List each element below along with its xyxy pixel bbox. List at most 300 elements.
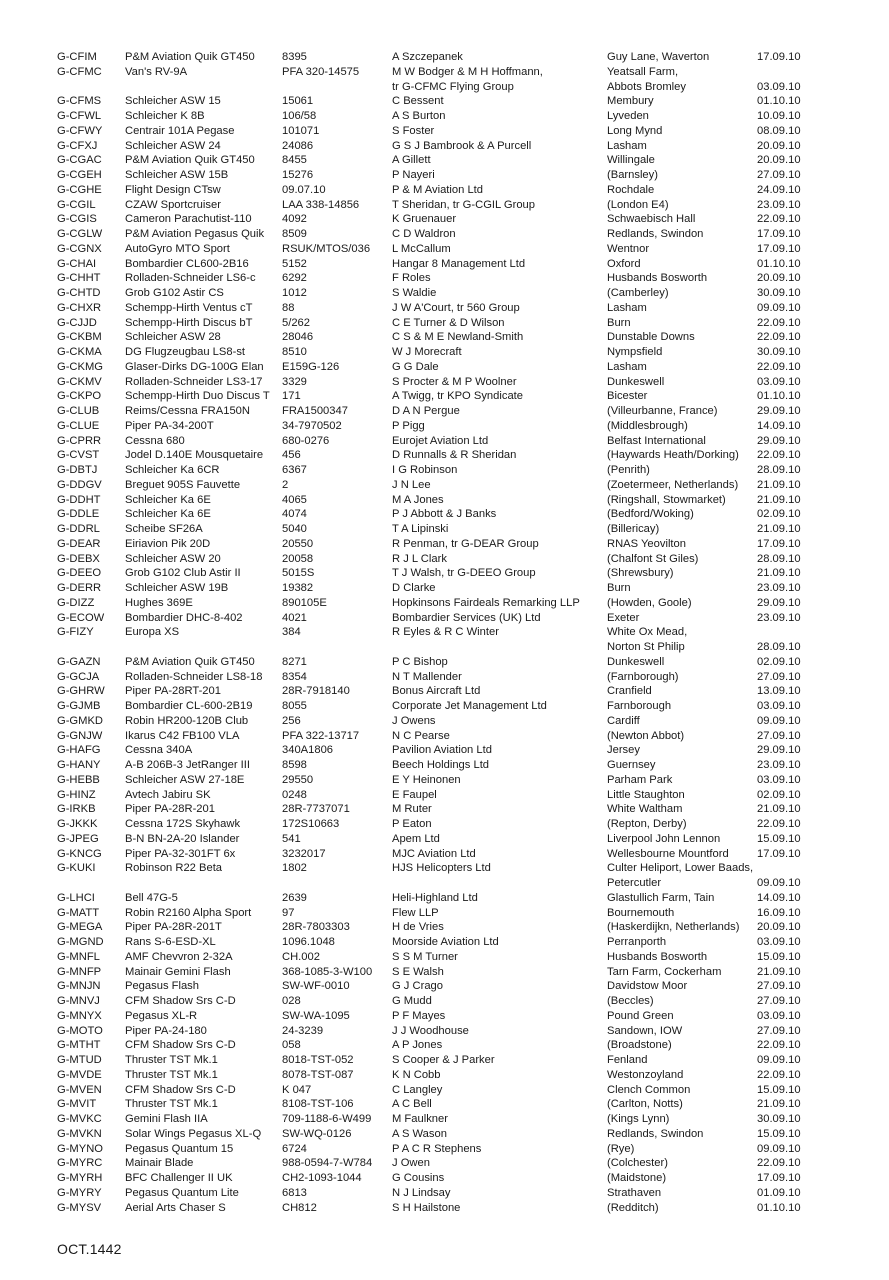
registration: G-CHXR [57, 301, 102, 314]
registration-date: 27.09.10 [757, 670, 801, 683]
owner: Pavilion Aviation Ltd [392, 744, 492, 757]
aircraft-type: Thruster TST Mk.1 [125, 1054, 218, 1066]
register-entry [57, 684, 837, 699]
register-entry [57, 168, 837, 183]
aircraft-type: CFM Shadow Srs C-D [125, 1083, 236, 1096]
registration: G-DDRL [57, 523, 100, 535]
aircraft-type: Mainair Blade [125, 1157, 194, 1170]
owner: P C Bishop [392, 655, 448, 668]
register-entry [57, 389, 837, 404]
register-entry [57, 758, 837, 773]
owner: T Sheridan, tr G-CGIL Group [392, 198, 536, 211]
register-entry [57, 566, 837, 581]
registration: G-IRKB [57, 803, 96, 816]
register-entry [57, 227, 837, 242]
constructor-number: 5152 [282, 257, 307, 270]
register-entry [57, 198, 837, 213]
registration: G-CFMS [57, 95, 102, 108]
registration: G-CFIM [57, 51, 97, 63]
constructor-number: K 047 [282, 1083, 312, 1096]
location: Guy Lane, Waverton [607, 51, 710, 63]
owner: D A N Pergue [392, 405, 460, 417]
registration: G-GMKD [57, 714, 103, 727]
registration: G-GHRW [57, 685, 105, 698]
constructor-number: 2 [282, 478, 289, 491]
registration-date: 15.09.10 [757, 950, 801, 963]
register-entry [57, 1201, 837, 1216]
registration: G-CGNX [57, 242, 102, 255]
registration-date: 21.09.10 [757, 478, 801, 491]
registration-date: 17.09.10 [757, 537, 801, 550]
registration-date: 03.09.10 [757, 700, 801, 712]
registration: G-CKMA [57, 346, 102, 358]
registration: G-CLUE [57, 419, 100, 432]
location: Liverpool John Lennon [607, 832, 721, 845]
aircraft-type: Van's RV-9A [125, 65, 188, 78]
constructor-number: 8395 [282, 51, 307, 63]
location: (Penrith) [607, 464, 650, 476]
aircraft-type: Schempp-Hirth Discus bT [125, 316, 253, 329]
registration: G-DEBX [57, 552, 100, 565]
registration-date: 15.09.10 [757, 1127, 801, 1140]
location: Davidstow Moor [607, 980, 688, 993]
aircraft-type: Schleicher ASW 24 [125, 139, 221, 152]
constructor-number: 988-0594-7-W784 [282, 1157, 373, 1170]
registration-date: 30.09.10 [757, 346, 801, 358]
registration-date: 30.09.10 [757, 1113, 801, 1125]
constructor-number: 101071 [282, 124, 320, 137]
registration-date: 28.09.10 [757, 641, 801, 653]
owner: E Y Heinonen [392, 773, 461, 786]
registration: G-CLUB [57, 405, 100, 417]
constructor-number: 28R-7918140 [282, 685, 350, 698]
registration: G-MTHT [57, 1039, 101, 1052]
aircraft-type: Schleicher Ka 6E [125, 493, 211, 506]
registration: G-KUKI [57, 862, 96, 875]
registration: G-MATT [57, 906, 100, 919]
registration-date: 27.09.10 [757, 980, 801, 993]
owner: S H Hailstone [392, 1201, 461, 1214]
registration: G-DDLE [57, 508, 100, 521]
register-entry [57, 1156, 837, 1171]
registration-date: 23.09.10 [757, 582, 801, 594]
location: Membury [607, 95, 654, 108]
registration-date: 29.09.10 [757, 434, 801, 447]
registration-date: 22.09.10 [757, 818, 801, 830]
registration: G-MYSV [57, 1201, 102, 1214]
constructor-number: CH2-1093-1044 [282, 1172, 362, 1184]
register-entry [57, 1171, 837, 1186]
registration: G-HANY [57, 759, 101, 771]
location: White Ox Mead, Norton St Philip [607, 626, 688, 653]
owner: A Szczepanek [392, 51, 463, 63]
owner: K N Cobb [392, 1068, 441, 1081]
register-entry [57, 891, 837, 906]
registration: G-GAZN [57, 655, 101, 668]
location: (London E4) [607, 198, 669, 211]
location: (Kings Lynn) [607, 1113, 670, 1125]
owner: D Clarke [392, 582, 436, 594]
registration: G-CGIL [57, 198, 96, 211]
register-entry [57, 242, 837, 257]
owner: J N Lee [392, 478, 431, 491]
registration-date: 23.09.10 [757, 198, 801, 211]
registration-date: 08.09.10 [757, 124, 801, 137]
registration: G-MVDE [57, 1068, 102, 1081]
registration-date: 03.09.10 [757, 1009, 801, 1022]
owner: P F Mayes [392, 1009, 446, 1022]
registration-date: 01.10.10 [757, 95, 801, 108]
constructor-number: 4021 [282, 611, 307, 624]
location: Perranporth [607, 936, 667, 948]
registration: G-GCJA [57, 670, 100, 683]
registration: G-DEEO [57, 567, 102, 580]
registration: G-MYRC [57, 1157, 103, 1170]
location: Lasham [607, 360, 647, 373]
registration: G-CFWL [57, 110, 102, 122]
registration: G-DBTJ [57, 464, 98, 476]
owner: Hangar 8 Management Ltd [392, 257, 526, 270]
location: (Barnsley) [607, 169, 658, 181]
register-entry [57, 1024, 837, 1039]
constructor-number: 24-3239 [282, 1024, 324, 1037]
registration: G-CHAI [57, 257, 97, 270]
constructor-number: 97 [282, 906, 295, 919]
registration-date: 17.09.10 [757, 847, 801, 860]
aircraft-type: Hughes 369E [125, 596, 193, 609]
owner: K Gruenauer [392, 213, 457, 226]
registration: G-CFWY [57, 124, 103, 137]
location: Wentnor [607, 242, 650, 255]
register-entry [57, 552, 837, 567]
owner: A Twigg, tr KPO Syndicate [392, 390, 523, 403]
registration: G-CKPO [57, 390, 102, 403]
constructor-number: 28R-7803303 [282, 921, 350, 934]
constructor-number: 368-1085-3-W100 [282, 965, 373, 978]
aircraft-type: Rolladen-Schneider LS3-17 [125, 375, 263, 388]
location: (Carlton, Notts) [607, 1098, 683, 1111]
location: Glastullich Farm, Tain [607, 891, 715, 904]
aircraft-type: Schleicher ASW 20 [125, 552, 221, 565]
aircraft-type: Grob G102 Astir CS [125, 287, 224, 299]
constructor-number: SW-WA-1095 [282, 1009, 350, 1022]
constructor-number: 20550 [282, 537, 314, 550]
aircraft-type: Schleicher Ka 6E [125, 508, 211, 521]
register-entry [57, 611, 837, 626]
owner: M Ruter [392, 803, 432, 816]
register-entry [57, 212, 837, 227]
aircraft-type: Schleicher ASW 19B [125, 582, 229, 594]
registration-date: 03.09.10 [757, 936, 801, 948]
constructor-number: FRA1500347 [282, 405, 348, 417]
registration: G-HINZ [57, 788, 96, 801]
aircraft-type: AMF Chevvron 2-32A [125, 950, 233, 963]
aircraft-type: Cessna 680 [125, 434, 185, 447]
location: Cardiff [607, 714, 640, 727]
location: (Newton Abbot) [607, 729, 685, 742]
aircraft-type: Robin HR200-120B Club [125, 714, 249, 727]
owner: Moorside Aviation Ltd [392, 936, 499, 948]
location: Tarn Farm, Cockerham [607, 965, 722, 978]
aircraft-type: Piper PA-28R-201T [125, 921, 222, 934]
location: Pound Green [607, 1009, 674, 1022]
registration: G-MYRH [57, 1172, 103, 1184]
owner: C E Turner & D Wilson [392, 316, 505, 329]
register-entry [57, 139, 837, 154]
register-entry [57, 419, 837, 434]
registration: G-ECOW [57, 611, 105, 624]
register-entry [57, 994, 837, 1009]
location: (Camberley) [607, 287, 669, 299]
registration: G-CJJD [57, 316, 97, 329]
aircraft-type: Piper PA-34-200T [125, 419, 214, 432]
aircraft-type: P&M Aviation Quik GT450 [125, 51, 255, 63]
constructor-number: 09.07.10 [282, 183, 326, 196]
registration-date: 16.09.10 [757, 906, 801, 919]
owner: A P Jones [392, 1039, 443, 1052]
constructor-number: E159G-126 [282, 360, 340, 373]
owner: HJS Helicopters Ltd [392, 862, 491, 875]
aircraft-type: Ikarus C42 FB100 VLA [125, 729, 240, 742]
location: Sandown, IOW [607, 1024, 683, 1037]
constructor-number: 8509 [282, 228, 307, 240]
page-footer: OCT.1442 [57, 1241, 122, 1257]
registration-date: 22.09.10 [757, 1039, 801, 1052]
register-entry [57, 1068, 837, 1083]
constructor-number: 256 [282, 714, 301, 727]
registration-date: 21.09.10 [757, 965, 801, 978]
register-entry [57, 950, 837, 965]
registration-date: 23.09.10 [757, 759, 801, 771]
register-entry [57, 448, 837, 463]
register-entry [57, 330, 837, 345]
registration-date: 15.09.10 [757, 832, 801, 845]
aircraft-type: Pegasus Quantum 15 [125, 1142, 234, 1155]
register-entry [57, 1112, 837, 1127]
constructor-number: 5040 [282, 523, 307, 535]
owner: S S M Turner [392, 950, 458, 963]
owner: Eurojet Aviation Ltd [392, 434, 489, 447]
registration-date: 21.09.10 [757, 523, 801, 535]
owner: J W A'Court, tr 560 Group [392, 301, 520, 314]
register-entry [57, 360, 837, 375]
aircraft-type: Schleicher ASW 27-18E [125, 773, 245, 786]
owner: C D Waldron [392, 228, 456, 240]
aircraft-type: Cessna 172S Skyhawk [125, 818, 241, 830]
registration-date: 23.09.10 [757, 611, 801, 624]
aircraft-type: Bombardier CL600-2B16 [125, 257, 249, 270]
owner: C Langley [392, 1083, 443, 1096]
aircraft-type: Schleicher ASW 15B [125, 169, 229, 181]
location: RNAS Yeovilton [607, 537, 686, 550]
location: (Broadstone) [607, 1039, 672, 1052]
registration: G-MTUD [57, 1054, 102, 1066]
aircraft-type: DG Flugzeugbau LS8-st [125, 346, 246, 358]
registration-date: 09.09.10 [757, 1142, 801, 1155]
constructor-number: 4074 [282, 508, 307, 521]
location: Westonzoyland [607, 1068, 684, 1081]
owner: I G Robinson [392, 464, 458, 476]
registration: G-CGEH [57, 169, 102, 181]
constructor-number: 8271 [282, 655, 307, 668]
registration: G-CHHT [57, 272, 101, 285]
owner: R Eyles & R C Winter [392, 626, 499, 639]
location: Yeatsall Farm, Abbots Bromley [607, 65, 686, 93]
owner: A Gillett [392, 154, 431, 167]
registration: G-MVKN [57, 1127, 102, 1140]
location: White Waltham [607, 803, 683, 816]
constructor-number: 19382 [282, 582, 314, 594]
aircraft-type: P&M Aviation Pegasus Quik [125, 228, 265, 240]
registration: G-LHCI [57, 891, 95, 904]
owner: Bonus Aircraft Ltd [392, 685, 481, 698]
constructor-number: SW-WQ-0126 [282, 1127, 352, 1140]
constructor-number: 24086 [282, 139, 314, 152]
aircraft-type: AutoGyro MTO Sport [125, 242, 230, 255]
location: Lasham [607, 301, 647, 314]
owner: G Cousins [392, 1172, 445, 1184]
registration: G-FIZY [57, 626, 94, 639]
constructor-number: 8354 [282, 670, 307, 683]
aircraft-type: Cameron Parachutist-110 [125, 213, 252, 226]
registration: G-MNFP [57, 965, 102, 978]
register-entry [57, 463, 837, 478]
location: (Bedford/Woking) [607, 508, 694, 521]
register-entry [57, 271, 837, 286]
registration-date: 27.09.10 [757, 169, 801, 181]
owner: S Cooper & J Parker [392, 1054, 495, 1066]
location: (Repton, Derby) [607, 818, 687, 830]
registration-date: 27.09.10 [757, 729, 801, 742]
registration: G-CGIS [57, 213, 97, 226]
aircraft-type: Flight Design CTsw [125, 183, 221, 196]
constructor-number: 172S10663 [282, 818, 340, 830]
registration-date: 10.09.10 [757, 110, 801, 122]
register-entry [57, 979, 837, 994]
location: (Haskerdijkn, Netherlands) [607, 921, 740, 934]
location: (Colchester) [607, 1157, 668, 1170]
register-entry [57, 1127, 837, 1142]
aircraft-type: Robin R2160 Alpha Sport [125, 906, 252, 919]
register-entry [57, 493, 837, 508]
constructor-number: 1802 [282, 862, 307, 875]
owner: S E Walsh [392, 965, 444, 978]
location: (Billericay) [607, 523, 660, 535]
owner: C S & M E Newland-Smith [392, 331, 524, 344]
register-entry [57, 1053, 837, 1068]
register-entry [57, 404, 837, 419]
location: Fenland [607, 1054, 648, 1066]
aircraft-type: Rolladen-Schneider LS6-c [125, 272, 256, 285]
register-entry [57, 817, 837, 832]
constructor-number: 1012 [282, 287, 307, 299]
register-entry [57, 434, 837, 449]
location: Schwaebisch Hall [607, 213, 696, 226]
register-entry [57, 1038, 837, 1053]
register-entry [57, 286, 837, 301]
register-entry [57, 345, 837, 360]
location: Cranfield [607, 685, 652, 698]
constructor-number: 2639 [282, 891, 307, 904]
registration-date: 03.09.10 [757, 80, 801, 93]
registration-date: 20.09.10 [757, 154, 801, 167]
aircraft-type: Eiriavion Pik 20D [125, 537, 211, 550]
constructor-number: 28R-7737071 [282, 803, 350, 816]
register-entry [57, 65, 837, 95]
registration-date: 22.09.10 [757, 316, 801, 329]
registration-date: 14.09.10 [757, 419, 801, 432]
location: (Shrewsbury) [607, 567, 674, 580]
owner: Beech Holdings Ltd [392, 759, 490, 771]
registration-date: 17.09.10 [757, 1172, 801, 1184]
location: Dunkeswell [607, 655, 665, 668]
aircraft-type: Schleicher ASW 15 [125, 95, 221, 108]
aircraft-type: Rans S-6-ESD-XL [125, 936, 216, 948]
registration-date: 13.09.10 [757, 685, 801, 698]
aircraft-type: Bombardier DHC-8-402 [125, 611, 243, 624]
registration-date: 28.09.10 [757, 464, 801, 476]
constructor-number: 541 [282, 832, 301, 845]
location: Willingale [607, 154, 655, 167]
location: Strathaven [607, 1186, 662, 1199]
registration-date: 17.09.10 [757, 242, 801, 255]
owner: P & M Aviation Ltd [392, 183, 484, 196]
registration-date: 09.09.10 [757, 877, 801, 889]
constructor-number: 29550 [282, 773, 314, 786]
aircraft-type: BFC Challenger II UK [125, 1172, 233, 1184]
constructor-number: 6292 [282, 272, 307, 285]
registration-date: 29.09.10 [757, 405, 801, 417]
register-entry [57, 537, 837, 552]
registration: G-CKMG [57, 360, 103, 373]
registration-date: 22.09.10 [757, 360, 801, 373]
registration-date: 15.09.10 [757, 1083, 801, 1096]
location: Bournemouth [607, 906, 675, 919]
location: Rochdale [607, 183, 655, 196]
location: Guernsey [607, 759, 656, 771]
location: Culter Heliport, Lower Baads, Petercutler [607, 862, 754, 889]
owner: S Procter & M P Woolner [392, 375, 517, 388]
registration: G-MVIT [57, 1098, 97, 1111]
constructor-number: 171 [282, 390, 301, 403]
registration-date: 27.09.10 [757, 995, 801, 1007]
owner: G S J Bambrook & A Purcell [392, 139, 532, 152]
owner: A S Wason [392, 1127, 447, 1140]
registration: G-MNYX [57, 1009, 102, 1022]
aircraft-type: Jodel D.140E Mousquetaire [125, 449, 264, 462]
registration-date: 17.09.10 [757, 228, 801, 240]
owner: Flew LLP [392, 906, 439, 919]
registration: G-MYRY [57, 1186, 102, 1199]
owner: D Runnalls & R Sheridan [392, 449, 517, 462]
location: Dunkeswell [607, 375, 665, 388]
location: (Zoetermeer, Netherlands) [607, 478, 739, 491]
location: Little Staughton [607, 788, 685, 801]
aircraft-type: A-B 206B-3 JetRanger III [125, 759, 250, 771]
register-entry [57, 507, 837, 522]
registration: G-MEGA [57, 921, 103, 934]
registration-date: 21.09.10 [757, 803, 801, 816]
registration: G-CFMC [57, 65, 102, 78]
constructor-number: PFA 322-13717 [282, 729, 360, 742]
owner: Hopkinsons Fairdeals Remarking LLP [392, 596, 580, 609]
owner: Apem Ltd [392, 832, 440, 845]
owner: G Mudd [392, 995, 432, 1007]
registration-date: 21.09.10 [757, 493, 801, 506]
owner: P Eaton [392, 818, 432, 830]
owner: P Nayeri [392, 169, 435, 181]
owner: E Faupel [392, 788, 437, 801]
